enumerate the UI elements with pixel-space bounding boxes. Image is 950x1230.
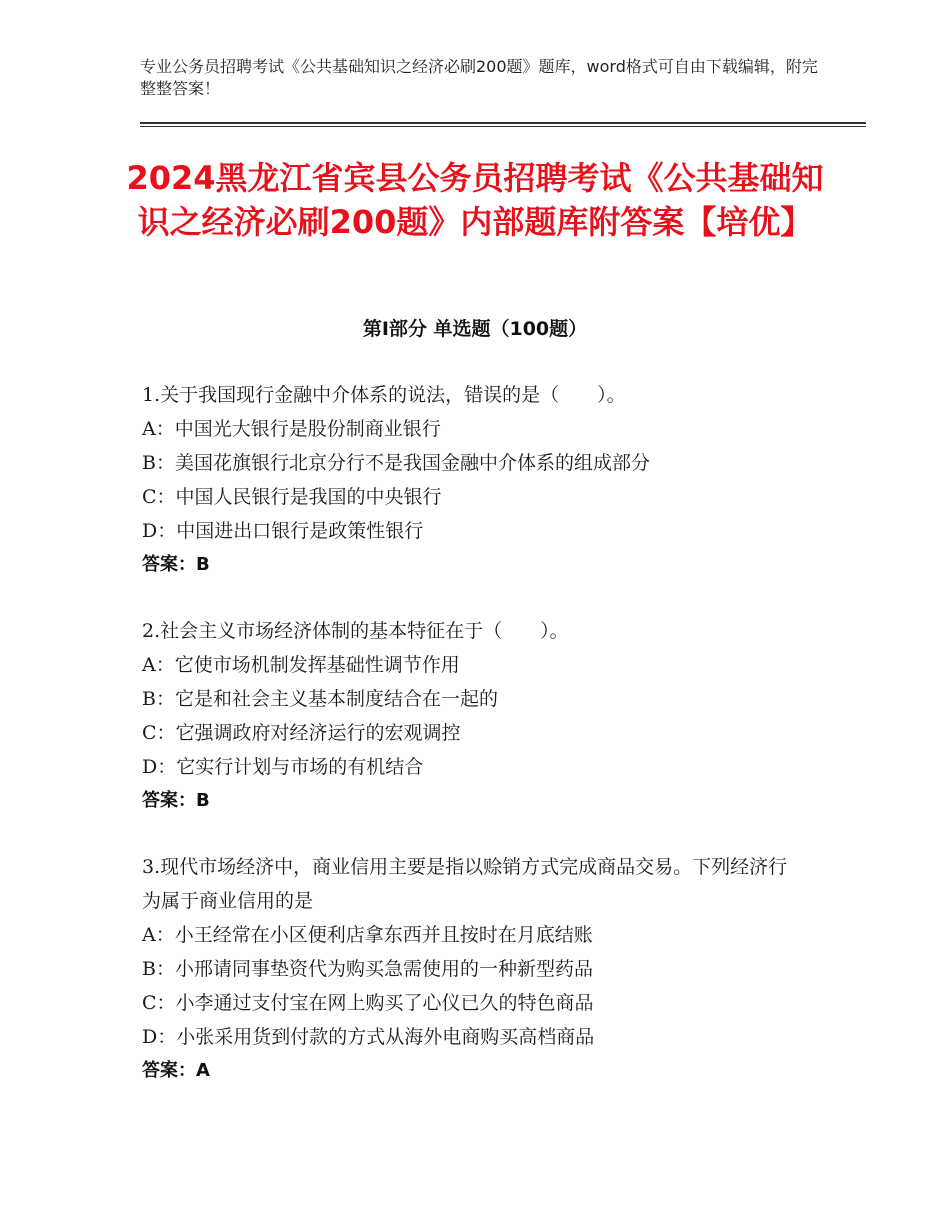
option-a: A：中国光大银行是股份制商业银行 bbox=[142, 418, 441, 440]
header-rule-thin bbox=[140, 126, 866, 127]
question-stem: 3.现代市场经济中，商业信用主要是指以赊销方式完成商品交易。下列经济行为属于商业信用的是 bbox=[142, 856, 788, 912]
answer: 答案：B bbox=[142, 790, 210, 811]
option-c: C：中国人民银行是我国的中央银行 bbox=[142, 486, 442, 508]
option-c: C：它强调政府对经济运行的宏观调控 bbox=[142, 722, 461, 744]
option-a: A：小王经常在小区便利店拿东西并且按时在月底结账 bbox=[142, 924, 593, 946]
option-d: D：小张采用货到付款的方式从海外电商购买高档商品 bbox=[142, 1026, 595, 1048]
question-stem: 1.关于我国现行金融中介体系的说法，错误的是（ ）。 bbox=[142, 384, 626, 406]
question-stem: 2.社会主义市场经济体制的基本特征在于（ ）。 bbox=[142, 620, 569, 642]
header-rule-thick bbox=[140, 122, 866, 124]
answer: 答案：A bbox=[142, 1060, 210, 1081]
option-b: B：小邢请同事垫资代为购买急需使用的一种新型药品 bbox=[142, 958, 593, 980]
answer: 答案：B bbox=[142, 554, 210, 575]
option-d: D：中国进出口银行是政策性银行 bbox=[142, 520, 424, 542]
option-b: B：它是和社会主义基本制度结合在一起的 bbox=[142, 688, 498, 710]
question-1 bbox=[142, 378, 802, 582]
document-title: 2024黑龙江省宾县公务员招聘考试《公共基础知识之经济必刷200题》内部题库附答案【培优】 bbox=[126, 159, 824, 241]
question-3 bbox=[142, 850, 802, 1088]
option-c: C：小李通过支付宝在网上购买了心仪已久的特色商品 bbox=[142, 992, 594, 1014]
option-b: B：美国花旗银行北京分行不是我国金融中介体系的组成部分 bbox=[142, 452, 650, 474]
header-note: 专业公务员招聘考试《公共基础知识之经济必刷200题》题库，word格式可自由下载编辑，附完整整答案！ bbox=[140, 57, 818, 98]
section-title: 第I部分 单选题（100题） bbox=[362, 318, 588, 340]
option-d: D：它实行计划与市场的有机结合 bbox=[142, 756, 424, 778]
question-list bbox=[142, 378, 802, 1120]
question-2 bbox=[142, 614, 802, 818]
option-a: A：它使市场机制发挥基础性调节作用 bbox=[142, 654, 460, 676]
